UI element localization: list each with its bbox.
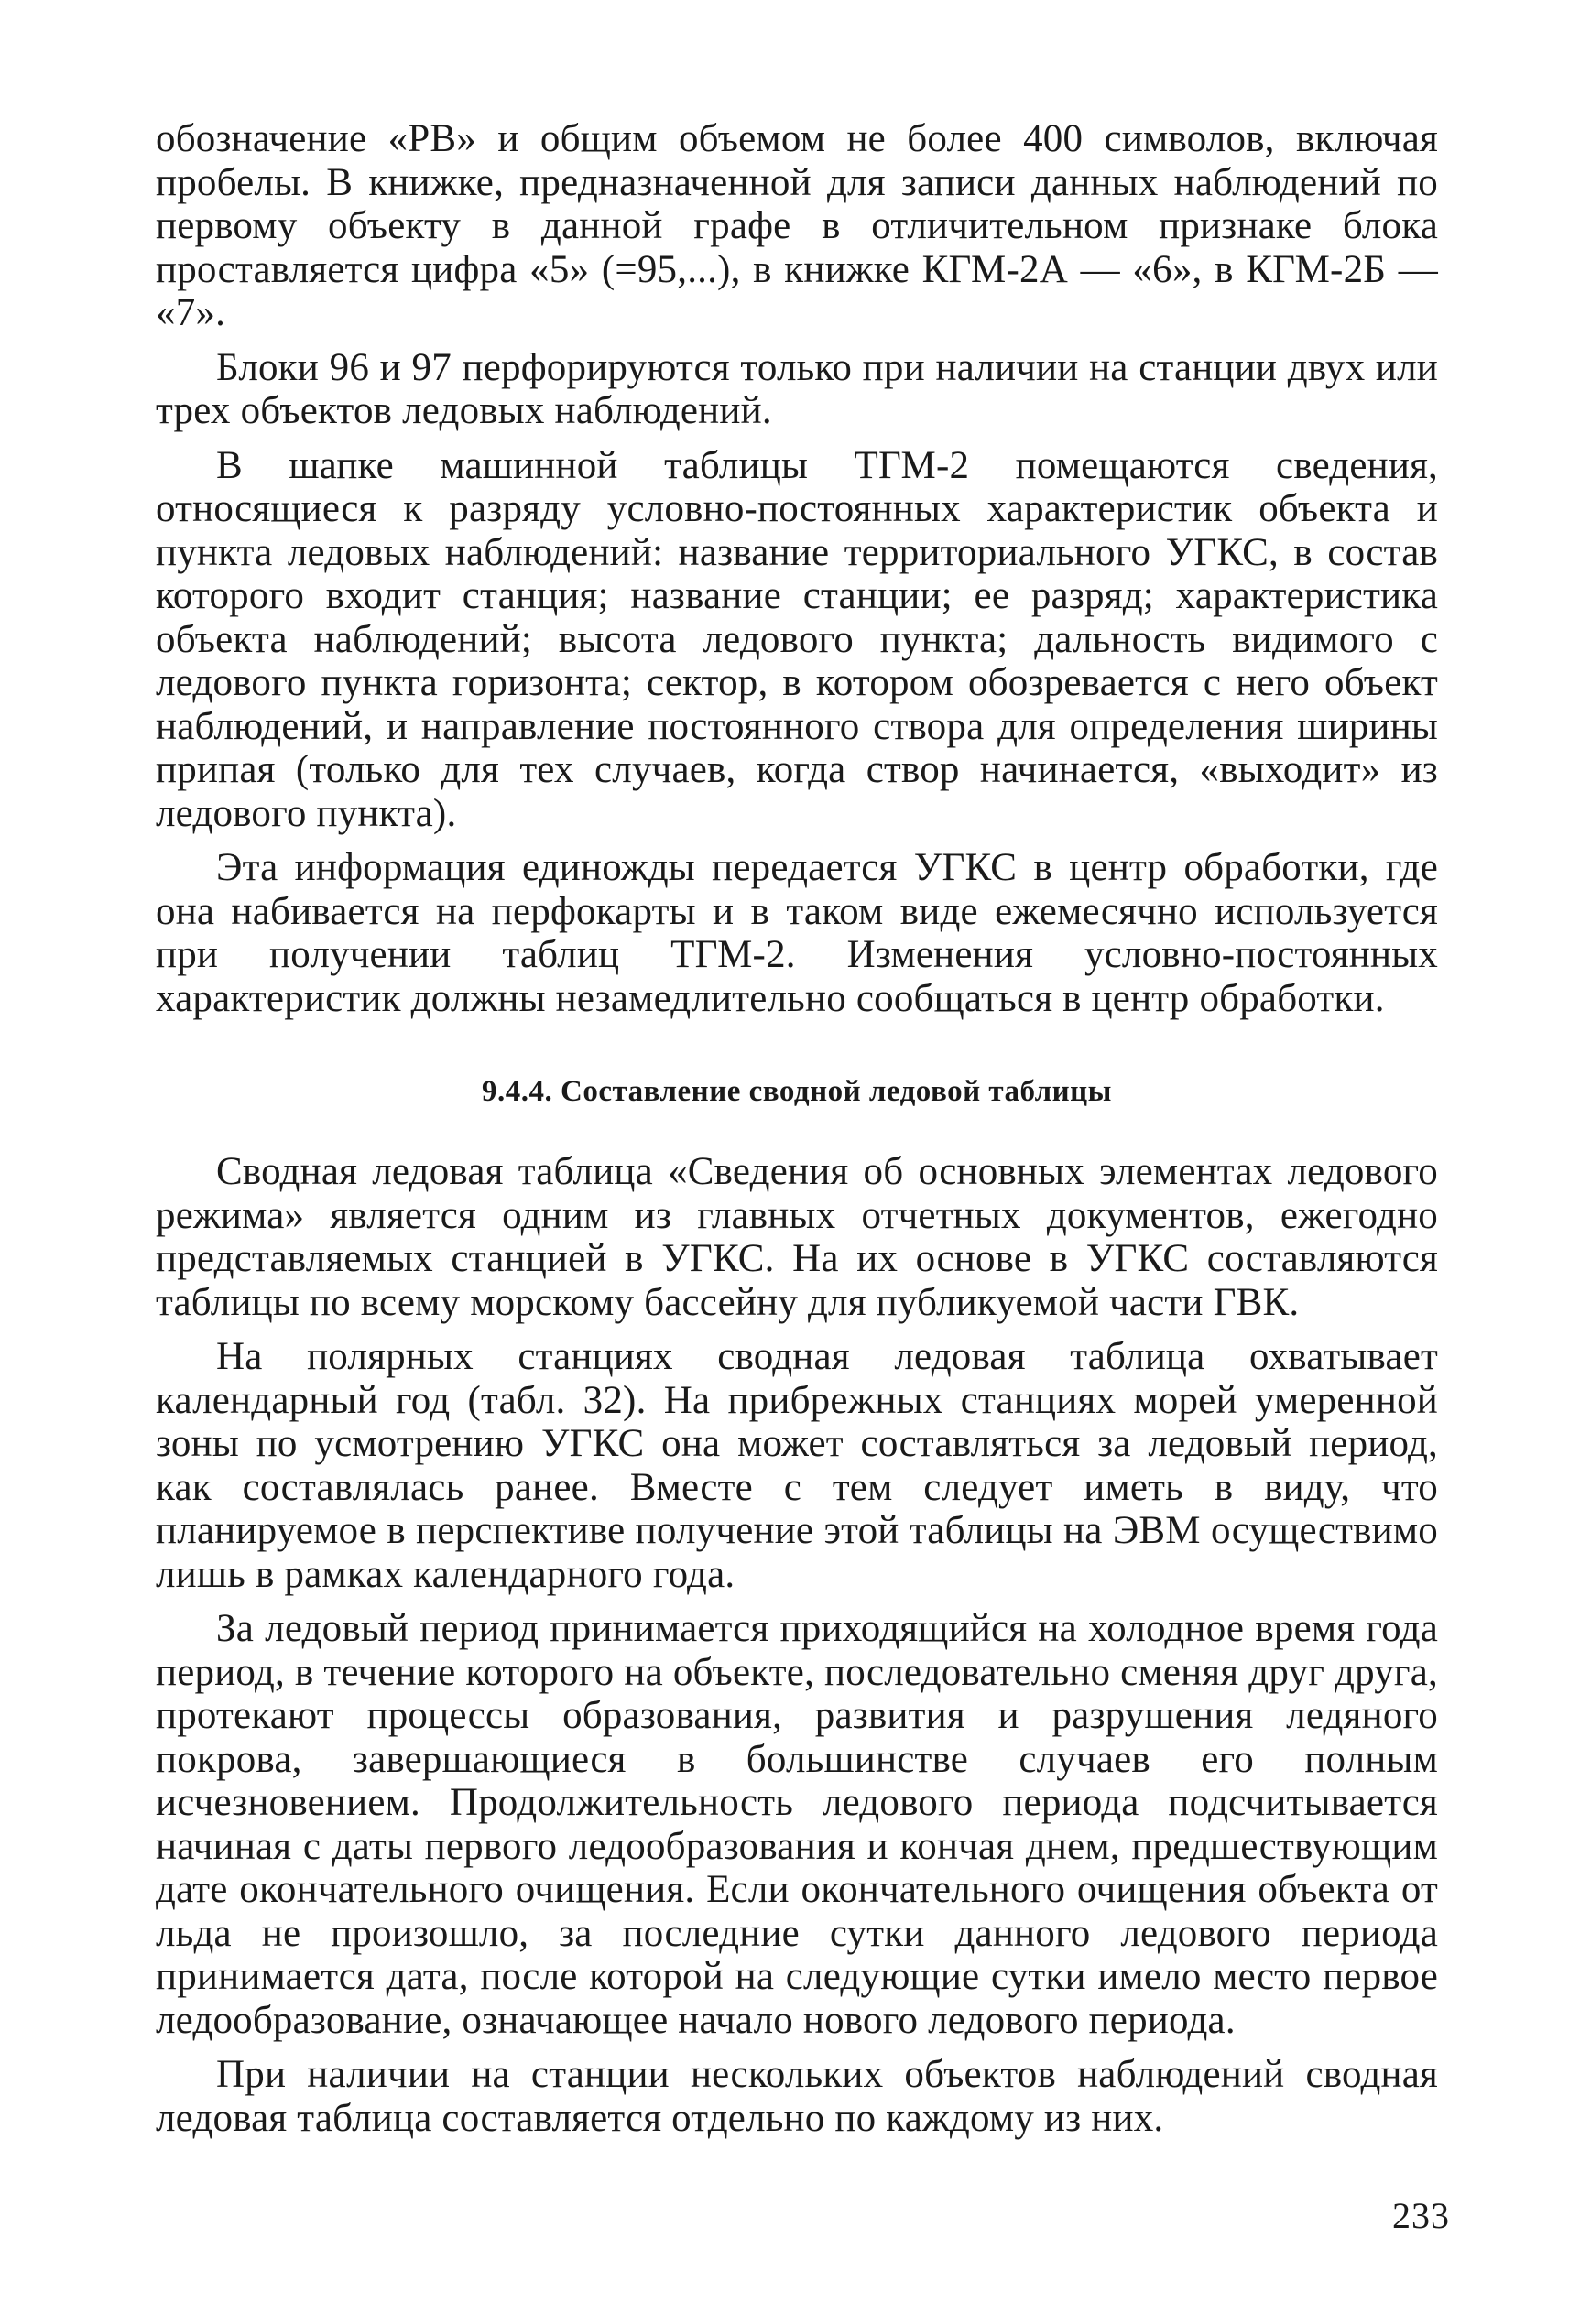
paragraph-ice-period: За ледовый период принимается приходящийся на холодное время года период, в течение которого на объекте, последовательно сменяя друг друга, протекают процессы образования, развития и разрушения ледяного покрова, завершающиеся в большинстве случаев его полным исчезновением. Продолжительность ледового периода подсчитывается начиная с даты первого ледообразования и кончая днем, предшествующим дате окончательного очищения. Если окончательного очищения объекта от льда не произошло, за последние сутки данного ледового периода принимается дата, после которой на следующие сутки имело место первое ледообразование, означающее начало нового ледового периода. xyxy=(156,1607,1438,2042)
paragraph-polar-stations: На полярных станциях сводная ледовая таблица охватывает календарный год (табл. 32). На прибрежных станциях морей умеренной зоны по усмотрению УГКС она может составляться за ледовый период, как составлялась ранее. Вместе с тем следует иметь в виду, что планируемое в перспективе получение этой таблицы на ЭВМ осуществимо лишь в рамках календарного года. xyxy=(156,1335,1438,1596)
page-number: 233 xyxy=(1392,2195,1450,2236)
page-body xyxy=(156,117,1438,2151)
paragraph-information-transfer: Эта информация единожды передается УГКС в центр обработки, где она набивается на перфокарты и в таком виде ежемесячно используется при получении таблиц ТГМ-2. Изменения условно-постоянных характеристик должны незамедлительно сообщаться в центр обработки. xyxy=(156,846,1438,1020)
paragraph-table-header: В шапке машинной таблицы ТГМ-2 помещаются сведения, относящиеся к разряду условно-постоянных характеристик объекта и пункта ледовых наблюдений: название территориального УГКС, в состав которого входит станция; название станции; ее разряд; характеристика объекта наблюдений; высота ледового пункта; дальность видимого с ледового пункта горизонта; сектор, в котором обозревается с него объект наблюдений, и направление постоянного створа для определения ширины припая (только для тех случаев, когда створ начинается, «выходит» из ледового пункта). xyxy=(156,443,1438,835)
paragraph-summary-table: Сводная ледовая таблица «Сведения об основных элементах ледового режима» является одним из главных отчетных документов, ежегодно представляемых станцией в УГКС. На их основе в УГКС составляются таблицы по всему морскому бассейну для публикуемой части ГВК. xyxy=(156,1150,1438,1324)
paragraph-continuation: обозначение «РВ» и общим объемом не более 400 символов, включая пробелы. В книжке, предназначенной для записи данных наблюдений по первому объекту в данной графе в отличительном признаке блока проставляется цифра «5» (=95,...), в книжке КГМ-2А — «6», в КГМ-2Б — «7». xyxy=(156,117,1438,334)
paragraph-multiple-objects: При наличии на станции нескольких объектов наблюдений сводная ледовая таблица составляется отдельно по каждому из них. xyxy=(156,2053,1438,2140)
section-heading: 9.4.4. Составление сводной ледовой таблицы xyxy=(482,1075,1112,1108)
paragraph-blocks-96-97: Блоки 96 и 97 перфорируются только при наличии на станции двух или трех объектов ледовых наблюдений. xyxy=(156,345,1438,432)
